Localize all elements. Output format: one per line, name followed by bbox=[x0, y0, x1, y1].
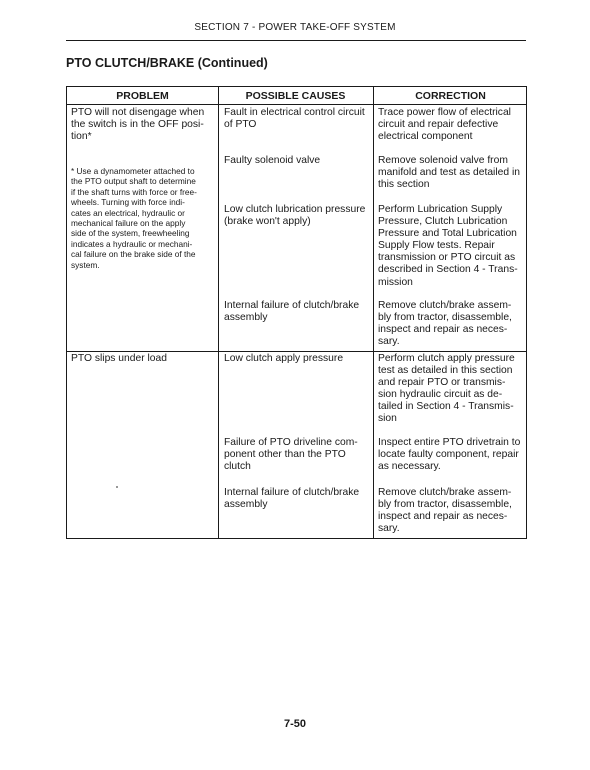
correction-cell: Perform clutch apply pressure test as detailed in this section and repair PTO or transmis- sion hydraulic circuit as de- tailed in Section 4 - Transmis- sion bbox=[378, 353, 515, 425]
cause-cell: Internal failure of clutch/brake assembly bbox=[224, 487, 360, 511]
cause-cell: Internal failure of clutch/brake assembly bbox=[224, 300, 360, 324]
cause-cell: Faulty solenoid valve bbox=[224, 155, 321, 166]
speck bbox=[116, 486, 118, 488]
cause-cell: Fault in electrical control circuit of PTO bbox=[224, 107, 365, 131]
correction-cell: Remove solenoid valve from manifold and test as detailed in this section bbox=[378, 155, 520, 191]
group-separator bbox=[67, 351, 526, 352]
page-number: 7-50 bbox=[283, 718, 307, 730]
correction-cell: Remove clutch/brake assem- bly from tractor, disassemble, inspect and repair as neces- sary. bbox=[378, 300, 512, 348]
column-header-correction: CORRECTION bbox=[415, 90, 486, 102]
column-header-problem: PROBLEM bbox=[116, 90, 169, 102]
header-row-rule bbox=[67, 104, 526, 105]
cause-cell: Failure of PTO driveline com- ponent other than the PTO clutch bbox=[224, 437, 358, 473]
column-divider bbox=[218, 87, 219, 538]
cause-cell: Low clutch lubrication pressure (brake won't apply) bbox=[224, 204, 366, 228]
correction-cell: Trace power flow of electrical circuit and repair defective electrical component bbox=[378, 107, 511, 143]
problem-footnote: * Use a dynamometer attached to the PTO output shaft to determine if the shaft turns with force or free- wheels. Turning with force indi- cates an electrical, hydraulic or mechanical failure on the apply side of the system, freewheeling indicates a hydraulic or mechani- cal failure on the brake side of the system. bbox=[71, 166, 197, 270]
problem-cell: PTO will not disengage when the switch is in the OFF posi- tion* bbox=[71, 107, 205, 143]
header-rule bbox=[66, 40, 526, 41]
troubleshooting-table bbox=[66, 86, 527, 539]
page-title: PTO CLUTCH/BRAKE (Continued) bbox=[66, 56, 268, 70]
cause-cell: Low clutch apply pressure bbox=[224, 353, 344, 364]
column-header-possible-causes: POSSIBLE CAUSES bbox=[245, 90, 346, 102]
problem-cell: PTO slips under load bbox=[71, 353, 167, 364]
correction-cell: Perform Lubrication Supply Pressure, Clutch Lubrication Pressure and Total Lubrication Supply Flow tests. Repair transmission or PTO circuit as described in Section 4 - Trans- mission bbox=[378, 204, 518, 288]
column-divider bbox=[373, 87, 374, 538]
correction-cell: Remove clutch/brake assem- bly from tractor, disassemble, inspect and repair as neces- sary. bbox=[378, 487, 512, 535]
correction-cell: Inspect entire PTO drivetrain to locate faulty component, repair as necessary. bbox=[378, 437, 521, 473]
section-header: SECTION 7 - POWER TAKE-OFF SYSTEM bbox=[194, 22, 396, 33]
